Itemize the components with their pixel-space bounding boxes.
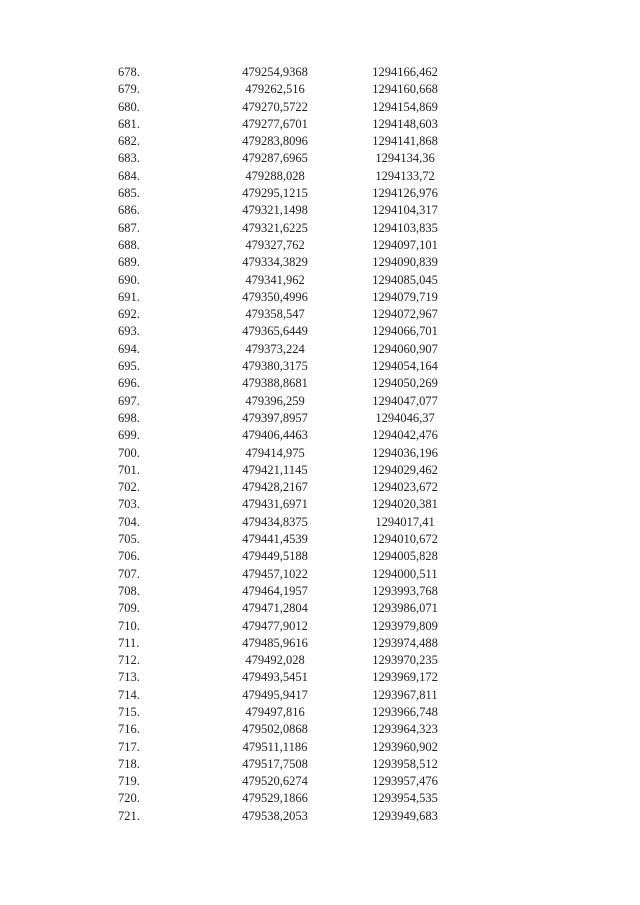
table-row bbox=[100, 756, 460, 773]
y-coordinate-cell: 1294047,077 bbox=[372, 393, 438, 408]
point-number-cell: 720. bbox=[118, 791, 140, 806]
point-number-cell: 704. bbox=[118, 514, 140, 529]
y-coordinate-cell: 1294148,603 bbox=[372, 116, 438, 131]
x-coordinate-cell: 479270,5722 bbox=[242, 99, 308, 114]
point-number-cell: 717. bbox=[118, 739, 140, 754]
x-coordinate-cell: 479262,516 bbox=[245, 82, 305, 97]
x-coordinate-cell: 479421,1145 bbox=[242, 462, 308, 477]
y-coordinate-cell: 1293960,902 bbox=[372, 739, 438, 754]
point-number-cell: 690. bbox=[118, 272, 140, 287]
point-number-cell: 697. bbox=[118, 393, 140, 408]
y-coordinate-cell: 1294005,828 bbox=[372, 549, 438, 564]
x-coordinate-cell: 479464,1957 bbox=[242, 583, 308, 598]
point-number-cell: 691. bbox=[118, 289, 140, 304]
point-number-cell: 705. bbox=[118, 532, 140, 547]
x-coordinate-cell: 479428,2167 bbox=[242, 480, 308, 495]
x-coordinate-cell: 479295,1215 bbox=[242, 186, 308, 201]
table-row bbox=[100, 202, 460, 219]
y-coordinate-cell: 1293964,323 bbox=[372, 722, 438, 737]
y-coordinate-cell: 1294060,907 bbox=[372, 341, 438, 356]
table-row bbox=[100, 669, 460, 686]
x-coordinate-cell: 479495,9417 bbox=[242, 687, 308, 702]
x-coordinate-cell: 479477,9012 bbox=[242, 618, 308, 633]
x-coordinate-cell: 479358,547 bbox=[245, 307, 305, 322]
y-coordinate-cell: 1294079,719 bbox=[372, 289, 438, 304]
x-coordinate-cell: 479388,8681 bbox=[242, 376, 308, 391]
x-coordinate-cell: 479283,8096 bbox=[242, 134, 308, 149]
y-coordinate-cell: 1294000,511 bbox=[372, 566, 438, 581]
table-row bbox=[100, 462, 460, 479]
table-row bbox=[100, 790, 460, 807]
point-number-cell: 686. bbox=[118, 203, 140, 218]
table-row bbox=[100, 185, 460, 202]
x-coordinate-cell: 479365,6449 bbox=[242, 324, 308, 339]
y-coordinate-cell: 1294141,868 bbox=[372, 134, 438, 149]
y-coordinate-cell: 1293966,748 bbox=[372, 704, 438, 719]
point-number-cell: 711. bbox=[118, 635, 140, 650]
point-number-cell: 716. bbox=[118, 722, 140, 737]
y-coordinate-cell: 1293967,811 bbox=[372, 687, 438, 702]
x-coordinate-cell: 479373,224 bbox=[245, 341, 305, 356]
table-row bbox=[100, 133, 460, 150]
table-row bbox=[100, 254, 460, 271]
y-coordinate-cell: 1294046,37 bbox=[375, 410, 435, 425]
point-number-cell: 678. bbox=[118, 65, 140, 79]
y-coordinate-cell: 1294050,269 bbox=[372, 376, 438, 391]
point-number-cell: 684. bbox=[118, 168, 140, 183]
table-row bbox=[100, 704, 460, 721]
point-number-cell: 698. bbox=[118, 410, 140, 425]
table-row bbox=[100, 64, 460, 81]
point-number-cell: 713. bbox=[118, 670, 140, 685]
y-coordinate-cell: 1294154,869 bbox=[372, 99, 438, 114]
point-number-cell: 683. bbox=[118, 151, 140, 166]
y-coordinate-cell: 1294066,701 bbox=[372, 324, 438, 339]
y-coordinate-cell: 1294104,317 bbox=[372, 203, 438, 218]
x-coordinate-cell: 479287,6965 bbox=[242, 151, 308, 166]
y-coordinate-cell: 1293979,809 bbox=[372, 618, 438, 633]
table-row bbox=[100, 427, 460, 444]
table-row bbox=[100, 721, 460, 738]
table-row bbox=[100, 514, 460, 531]
point-number-cell: 708. bbox=[118, 583, 140, 598]
x-coordinate-cell: 479502,0868 bbox=[242, 722, 308, 737]
point-number-cell: 703. bbox=[118, 497, 140, 512]
x-coordinate-cell: 479406,4463 bbox=[242, 428, 308, 443]
point-number-cell: 688. bbox=[118, 237, 140, 252]
table-row bbox=[100, 81, 460, 98]
x-coordinate-cell: 479434,8375 bbox=[242, 514, 308, 529]
table-row bbox=[100, 341, 460, 358]
table-row bbox=[100, 272, 460, 289]
x-coordinate-cell: 479520,6274 bbox=[242, 774, 308, 789]
x-coordinate-cell: 479341,962 bbox=[245, 272, 305, 287]
y-coordinate-cell: 1294072,967 bbox=[372, 307, 438, 322]
point-number-cell: 706. bbox=[118, 549, 140, 564]
point-number-cell: 680. bbox=[118, 99, 140, 114]
point-number-cell: 679. bbox=[118, 82, 140, 97]
table-row bbox=[100, 531, 460, 548]
table-row bbox=[100, 410, 460, 427]
table-row bbox=[100, 496, 460, 513]
x-coordinate-cell: 479497,816 bbox=[245, 704, 305, 719]
table-row bbox=[100, 687, 460, 704]
x-coordinate-cell: 479511,1186 bbox=[242, 739, 308, 754]
table-row bbox=[100, 548, 460, 565]
x-coordinate-cell: 479431,6971 bbox=[242, 497, 308, 512]
y-coordinate-cell: 1294166,462 bbox=[372, 65, 438, 79]
table-row bbox=[100, 306, 460, 323]
y-coordinate-cell: 1294036,196 bbox=[372, 445, 438, 460]
table-row bbox=[100, 479, 460, 496]
point-number-cell: 715. bbox=[118, 704, 140, 719]
x-coordinate-cell: 479321,1498 bbox=[242, 203, 308, 218]
point-number-cell: 689. bbox=[118, 255, 140, 270]
x-coordinate-cell: 479277,6701 bbox=[242, 116, 308, 131]
point-number-cell: 696. bbox=[118, 376, 140, 391]
y-coordinate-cell: 1293957,476 bbox=[372, 774, 438, 789]
table-row bbox=[100, 618, 460, 635]
y-coordinate-cell: 1293993,768 bbox=[372, 583, 438, 598]
point-number-cell: 693. bbox=[118, 324, 140, 339]
y-coordinate-cell: 1293974,488 bbox=[372, 635, 438, 650]
x-coordinate-cell: 479397,8957 bbox=[242, 410, 308, 425]
point-number-cell: 712. bbox=[118, 653, 140, 668]
table-row bbox=[100, 150, 460, 167]
x-coordinate-cell: 479441,4539 bbox=[242, 532, 308, 547]
y-coordinate-cell: 1294020,381 bbox=[372, 497, 438, 512]
point-number-cell: 700. bbox=[118, 445, 140, 460]
point-number-cell: 692. bbox=[118, 307, 140, 322]
x-coordinate-cell: 479538,2053 bbox=[242, 808, 308, 823]
x-coordinate-cell: 479254,9368 bbox=[242, 65, 308, 79]
coordinates-table-body bbox=[100, 64, 460, 825]
y-coordinate-cell: 1294133,72 bbox=[375, 168, 435, 183]
table-row bbox=[100, 583, 460, 600]
table-row bbox=[100, 99, 460, 116]
y-coordinate-cell: 1294160,668 bbox=[372, 82, 438, 97]
x-coordinate-cell: 479334,3829 bbox=[242, 255, 308, 270]
x-coordinate-cell: 479414,975 bbox=[245, 445, 305, 460]
x-coordinate-cell: 479492,028 bbox=[245, 653, 305, 668]
table-row bbox=[100, 237, 460, 254]
y-coordinate-cell: 1294023,672 bbox=[372, 480, 438, 495]
y-coordinate-cell: 1294097,101 bbox=[372, 237, 438, 252]
y-coordinate-cell: 1293970,235 bbox=[372, 653, 438, 668]
point-number-cell: 701. bbox=[118, 462, 140, 477]
point-number-cell: 699. bbox=[118, 428, 140, 443]
table-row bbox=[100, 739, 460, 756]
table-row bbox=[100, 220, 460, 237]
table-row bbox=[100, 652, 460, 669]
point-number-cell: 682. bbox=[118, 134, 140, 149]
x-coordinate-cell: 479288,028 bbox=[245, 168, 305, 183]
y-coordinate-cell: 1294103,835 bbox=[372, 220, 438, 235]
table-row bbox=[100, 445, 460, 462]
x-coordinate-cell: 479457,1022 bbox=[242, 566, 308, 581]
x-coordinate-cell: 479380,3175 bbox=[242, 359, 308, 374]
point-number-cell: 719. bbox=[118, 774, 140, 789]
point-number-cell: 721. bbox=[118, 808, 140, 823]
table-row bbox=[100, 566, 460, 583]
table-row bbox=[100, 323, 460, 340]
coordinates-table bbox=[100, 64, 460, 825]
point-number-cell: 710. bbox=[118, 618, 140, 633]
table-row bbox=[100, 600, 460, 617]
table-row bbox=[100, 289, 460, 306]
y-coordinate-cell: 1294090,839 bbox=[372, 255, 438, 270]
y-coordinate-cell: 1294017,41 bbox=[375, 514, 435, 529]
table-row bbox=[100, 773, 460, 790]
point-number-cell: 685. bbox=[118, 186, 140, 201]
y-coordinate-cell: 1293954,535 bbox=[372, 791, 438, 806]
point-number-cell: 709. bbox=[118, 601, 140, 616]
y-coordinate-cell: 1293958,512 bbox=[372, 756, 438, 771]
y-coordinate-cell: 1294085,045 bbox=[372, 272, 438, 287]
y-coordinate-cell: 1293949,683 bbox=[372, 808, 438, 823]
point-number-cell: 714. bbox=[118, 687, 140, 702]
x-coordinate-cell: 479327,762 bbox=[245, 237, 305, 252]
point-number-cell: 695. bbox=[118, 359, 140, 374]
table-row bbox=[100, 116, 460, 133]
y-coordinate-cell: 1294010,672 bbox=[372, 532, 438, 547]
y-coordinate-cell: 1294029,462 bbox=[372, 462, 438, 477]
x-coordinate-cell: 479529,1866 bbox=[242, 791, 308, 806]
point-number-cell: 702. bbox=[118, 480, 140, 495]
table-row bbox=[100, 358, 460, 375]
x-coordinate-cell: 479493,5451 bbox=[242, 670, 308, 685]
x-coordinate-cell: 479321,6225 bbox=[242, 220, 308, 235]
x-coordinate-cell: 479471,2804 bbox=[242, 601, 308, 616]
table-row bbox=[100, 168, 460, 185]
table-row bbox=[100, 393, 460, 410]
y-coordinate-cell: 1293986,071 bbox=[372, 601, 438, 616]
y-coordinate-cell: 1294126,976 bbox=[372, 186, 438, 201]
point-number-cell: 687. bbox=[118, 220, 140, 235]
y-coordinate-cell: 1294134,36 bbox=[375, 151, 435, 166]
point-number-cell: 707. bbox=[118, 566, 140, 581]
y-coordinate-cell: 1294054,164 bbox=[372, 359, 438, 374]
x-coordinate-cell: 479485,9616 bbox=[242, 635, 308, 650]
x-coordinate-cell: 479449,5188 bbox=[242, 549, 308, 564]
point-number-cell: 718. bbox=[118, 756, 140, 771]
x-coordinate-cell: 479350,4996 bbox=[242, 289, 308, 304]
x-coordinate-cell: 479517,7508 bbox=[242, 756, 308, 771]
x-coordinate-cell: 479396,259 bbox=[245, 393, 305, 408]
y-coordinate-cell: 1293969,172 bbox=[372, 670, 438, 685]
table-row bbox=[100, 635, 460, 652]
point-number-cell: 681. bbox=[118, 116, 140, 131]
table-row bbox=[100, 808, 460, 825]
point-number-cell: 694. bbox=[118, 341, 140, 356]
y-coordinate-cell: 1294042,476 bbox=[372, 428, 438, 443]
table-row bbox=[100, 375, 460, 392]
